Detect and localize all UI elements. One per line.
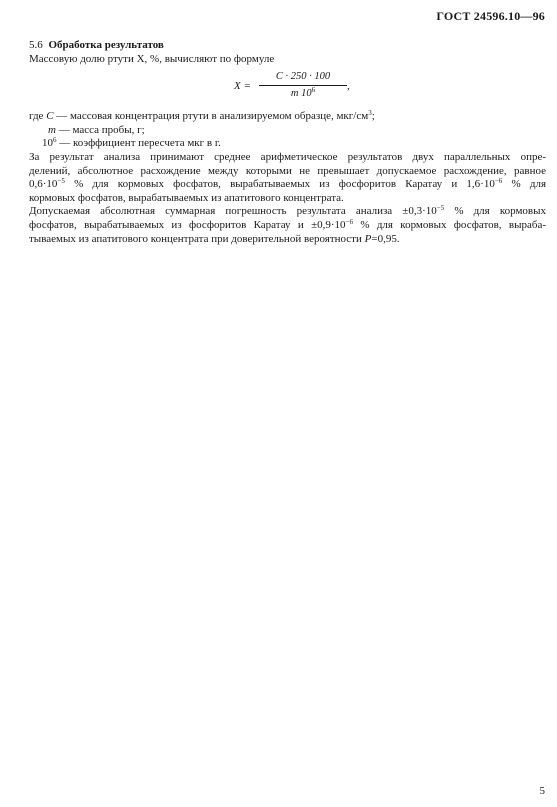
denominator-exponent: 6 (311, 85, 316, 94)
formula-fraction (257, 70, 349, 100)
formula-numerator: C · 250 · 100 (275, 71, 331, 83)
section-number: 5.6 (29, 39, 43, 51)
definition-m: m — масса пробы, г; (48, 123, 145, 136)
intro-sentence: Массовую долю ртути X, %, вычисляют по формуле (29, 52, 275, 65)
section-heading (29, 39, 546, 53)
paragraph-result (29, 151, 546, 205)
paragraph-error-line: тываемых из апатитового концентрата при доверительной вероятности P=0,95. (29, 232, 400, 245)
paragraph-error (29, 205, 546, 246)
formula-comma: , (347, 80, 350, 93)
paragraph-error-line: фосфатов, вырабатываемых из фосфоритов Каратау $и \pm 0,9\cdot 10^{-6}$ % для кормовых фосфатов, выраба- (29, 217, 546, 231)
paragraph-error-line: Допускаемая абсолютная суммарная погрешность результата анализа $\pm 0,3\cdot 10^{-5}$ % для кормовых (29, 204, 546, 218)
formula-lhs: X = (234, 80, 251, 93)
page-number: 5 (539, 785, 545, 797)
definition-c: где C — массовая концентрация ртути в анализируемом образце, мкг/$см^3$; (29, 109, 375, 123)
paragraph-result-line: За результат анализа принимают среднее арифметическое результатов двух параллельных опре- (29, 150, 546, 163)
paragraph-result-line: $0,6\cdot 10^{-5}$ % для кормовых фосфатов, вырабатываемых из фосфоритов Каратау и $1,6\cdot 10^{-6}$ % для (29, 177, 547, 191)
formula-denominator: m $10^6$ (290, 85, 316, 99)
definition-coefficient: $10^6$ — коэффициент пересчета мкг в г. (42, 136, 221, 150)
document-code-header: ГОСТ 24596.10—96 (436, 9, 545, 23)
mercury-formula (29, 70, 546, 104)
paragraph-result-line: кормовых фосфатов, вырабатываемых из апатитового концентрата. (29, 191, 344, 204)
page-content (29, 39, 546, 246)
variable-definitions (29, 110, 546, 151)
section-title: Обработка результатов (48, 39, 164, 51)
paragraph-result-line: делений, абсолютное расхождение между которыми не превышает допускаемое расхождение, равное (29, 164, 546, 177)
